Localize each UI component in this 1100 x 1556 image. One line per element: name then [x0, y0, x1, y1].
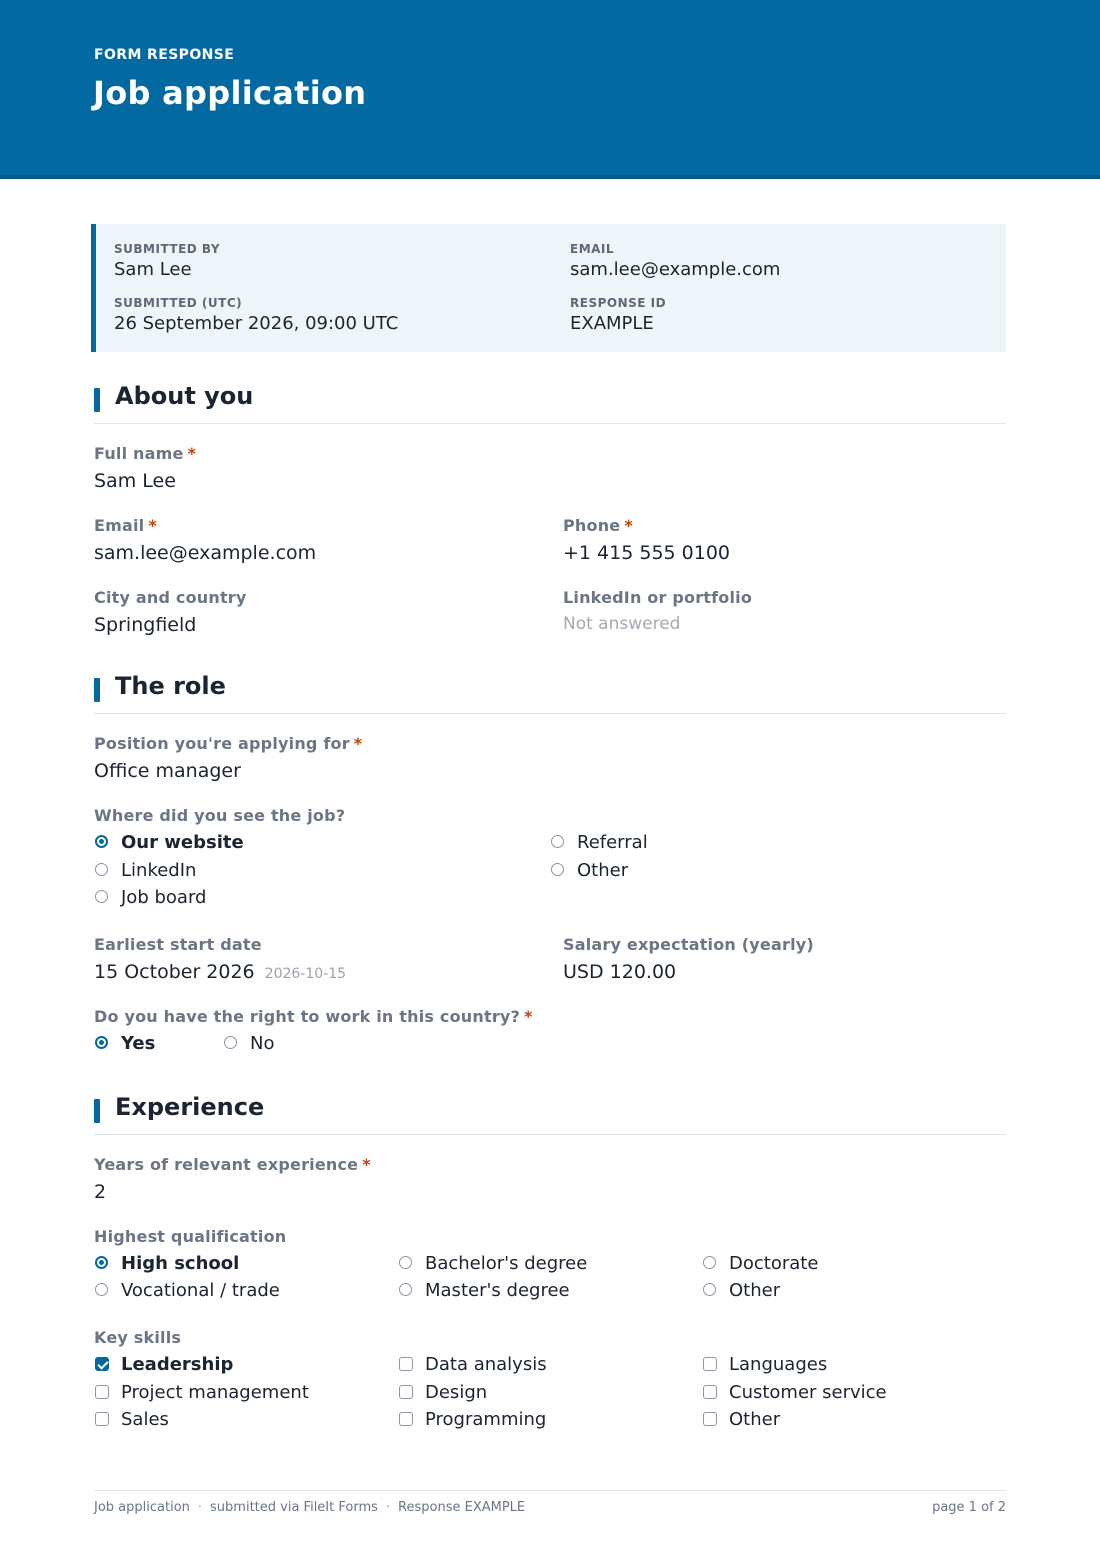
section-title: Experience: [115, 1093, 265, 1121]
field-value-not-answered: Not answered: [563, 614, 681, 634]
field-value: [94, 961, 346, 983]
field-label: Where did you see the job?: [94, 806, 346, 825]
radio-selected-icon: [95, 1256, 108, 1269]
radio-unselected-icon: [95, 863, 108, 876]
checkbox-unchecked-icon: [399, 1412, 413, 1426]
page-header: [0, 0, 1100, 179]
field-email: [94, 516, 316, 564]
field-label: City and country: [94, 588, 247, 607]
submitted-time-value: 26 September 2026, 09:00 UTC: [114, 313, 399, 334]
section-about-you: [94, 382, 1006, 424]
option-label: Bachelor's degree: [425, 1253, 588, 1274]
radio-selected-icon: [95, 835, 108, 848]
field-position: [94, 734, 362, 782]
option-label: Our website: [121, 832, 244, 853]
option-label: High school: [121, 1253, 240, 1274]
field-full-name: [94, 444, 196, 492]
option-label: Other: [577, 860, 629, 881]
required-marker: *: [148, 516, 157, 535]
radio-selected-icon: [95, 1036, 108, 1049]
radio-unselected-icon: [703, 1256, 716, 1269]
footer-via: submitted via FileIt Forms: [210, 1500, 378, 1515]
field-city-country: [94, 588, 247, 636]
field-phone: [563, 516, 730, 564]
field-label-text: Email: [94, 516, 145, 535]
radio-unselected-icon: [224, 1036, 237, 1049]
submitter-email-value: sam.lee@example.com: [570, 259, 781, 280]
field-label: Highest qualification: [94, 1227, 287, 1246]
field-label: LinkedIn or portfolio: [563, 588, 753, 607]
field-qualification: [94, 1227, 286, 1246]
option-label: Sales: [121, 1409, 169, 1430]
submitted-by-value: Sam Lee: [114, 259, 192, 280]
required-marker: *: [624, 516, 633, 535]
field-label-text: Full name: [94, 444, 184, 463]
field-value: sam.lee@example.com: [94, 542, 317, 564]
submitter-email-label: EMAIL: [570, 242, 615, 256]
section-the-role: [94, 672, 1006, 714]
field-label: [94, 444, 196, 463]
option-label: Job board: [121, 887, 207, 908]
radio-unselected-icon: [551, 863, 564, 876]
field-value: +1 415 555 0100: [563, 542, 731, 564]
radio-unselected-icon: [399, 1256, 412, 1269]
field-label-text: Position you're applying for: [94, 734, 350, 753]
required-marker: *: [524, 1007, 533, 1026]
radio-unselected-icon: [399, 1283, 412, 1296]
radio-unselected-icon: [551, 835, 564, 848]
section-accent-bar: [94, 678, 100, 702]
section-accent-bar: [94, 1099, 100, 1123]
start-date-value: 15 October 2026: [94, 961, 255, 983]
page-title: Job application: [93, 74, 367, 112]
field-value: Office manager: [94, 760, 241, 782]
option-label: Data analysis: [425, 1354, 547, 1375]
field-label: [94, 516, 316, 535]
start-date-iso: 2026-10-15: [264, 966, 347, 982]
checkbox-unchecked-icon: [703, 1385, 717, 1399]
submission-meta-panel: [91, 224, 1006, 352]
option-label: Design: [425, 1382, 488, 1403]
field-value: 2: [94, 1181, 107, 1203]
response-id-value: EXAMPLE: [570, 313, 654, 334]
option-label: Referral: [577, 832, 648, 853]
field-label-text: Phone: [563, 516, 621, 535]
header-kicker: FORM RESPONSE: [94, 47, 235, 63]
field-label: [94, 734, 362, 753]
field-linkedin: [563, 588, 752, 634]
required-marker: *: [353, 734, 363, 753]
field-value: Sam Lee: [94, 470, 176, 492]
option-label: Customer service: [729, 1382, 887, 1403]
field-right-to-work: [94, 1007, 533, 1026]
required-marker: *: [362, 1155, 371, 1174]
option-label: Other: [729, 1280, 781, 1301]
option-label: No: [250, 1033, 275, 1054]
option-label: Languages: [729, 1354, 828, 1375]
field-value: Springfield: [94, 614, 197, 636]
response-id: [570, 296, 666, 334]
field-label: [94, 1155, 371, 1174]
field-years-experience: [94, 1155, 371, 1203]
checkbox-unchecked-icon: [703, 1412, 717, 1426]
section-title: About you: [115, 382, 254, 410]
submitted-time-label: SUBMITTED (UTC): [114, 296, 243, 310]
section-title: The role: [115, 672, 226, 700]
footer-form-name: Job application: [94, 1500, 190, 1515]
field-label: Earliest start date: [94, 935, 262, 954]
section-experience: [94, 1093, 1006, 1135]
field-job-source: [94, 806, 345, 825]
field-start-date: [94, 935, 346, 983]
option-label: Project management: [121, 1382, 309, 1403]
option-label: LinkedIn: [121, 860, 197, 881]
required-marker: *: [187, 444, 197, 463]
submitted-time: [114, 296, 398, 334]
field-salary: [563, 935, 814, 983]
field-label: Key skills: [94, 1328, 182, 1347]
field-value: USD 120.00: [563, 961, 677, 983]
checkbox-unchecked-icon: [399, 1357, 413, 1371]
checkbox-unchecked-icon: [399, 1385, 413, 1399]
option-label: Leadership: [121, 1354, 234, 1375]
submitted-by-label: SUBMITTED BY: [114, 242, 221, 256]
option-label: Programming: [425, 1409, 547, 1430]
submitter-email: [570, 242, 780, 280]
radio-unselected-icon: [703, 1283, 716, 1296]
field-label-text: Do you have the right to work in this country?: [94, 1007, 521, 1026]
option-label: Vocational / trade: [121, 1280, 280, 1301]
field-label: [94, 1007, 533, 1026]
field-label-text: Years of relevant experience: [94, 1155, 359, 1174]
footer-separator: ·: [197, 1500, 203, 1515]
response-id-label: RESPONSE ID: [570, 296, 667, 310]
section-accent-bar: [94, 388, 100, 412]
submitted-by: [114, 242, 220, 280]
field-label: Salary expectation (yearly): [563, 935, 814, 954]
checkbox-unchecked-icon: [95, 1412, 109, 1426]
checkbox-unchecked-icon: [703, 1357, 717, 1371]
footer-separator: ·: [385, 1500, 391, 1515]
footer-page-number: page 1 of 2: [932, 1500, 1006, 1515]
field-label: [563, 516, 730, 535]
footer-response: Response EXAMPLE: [398, 1500, 526, 1515]
option-label: Yes: [121, 1033, 156, 1054]
radio-unselected-icon: [95, 890, 108, 903]
field-key-skills: [94, 1328, 181, 1347]
checkbox-unchecked-icon: [95, 1385, 109, 1399]
checkbox-checked-icon: [95, 1357, 109, 1371]
page-footer: [94, 1490, 1006, 1515]
option-label: Doctorate: [729, 1253, 819, 1274]
radio-unselected-icon: [95, 1283, 108, 1296]
option-label: Other: [729, 1409, 781, 1430]
option-label: Master's degree: [425, 1280, 570, 1301]
